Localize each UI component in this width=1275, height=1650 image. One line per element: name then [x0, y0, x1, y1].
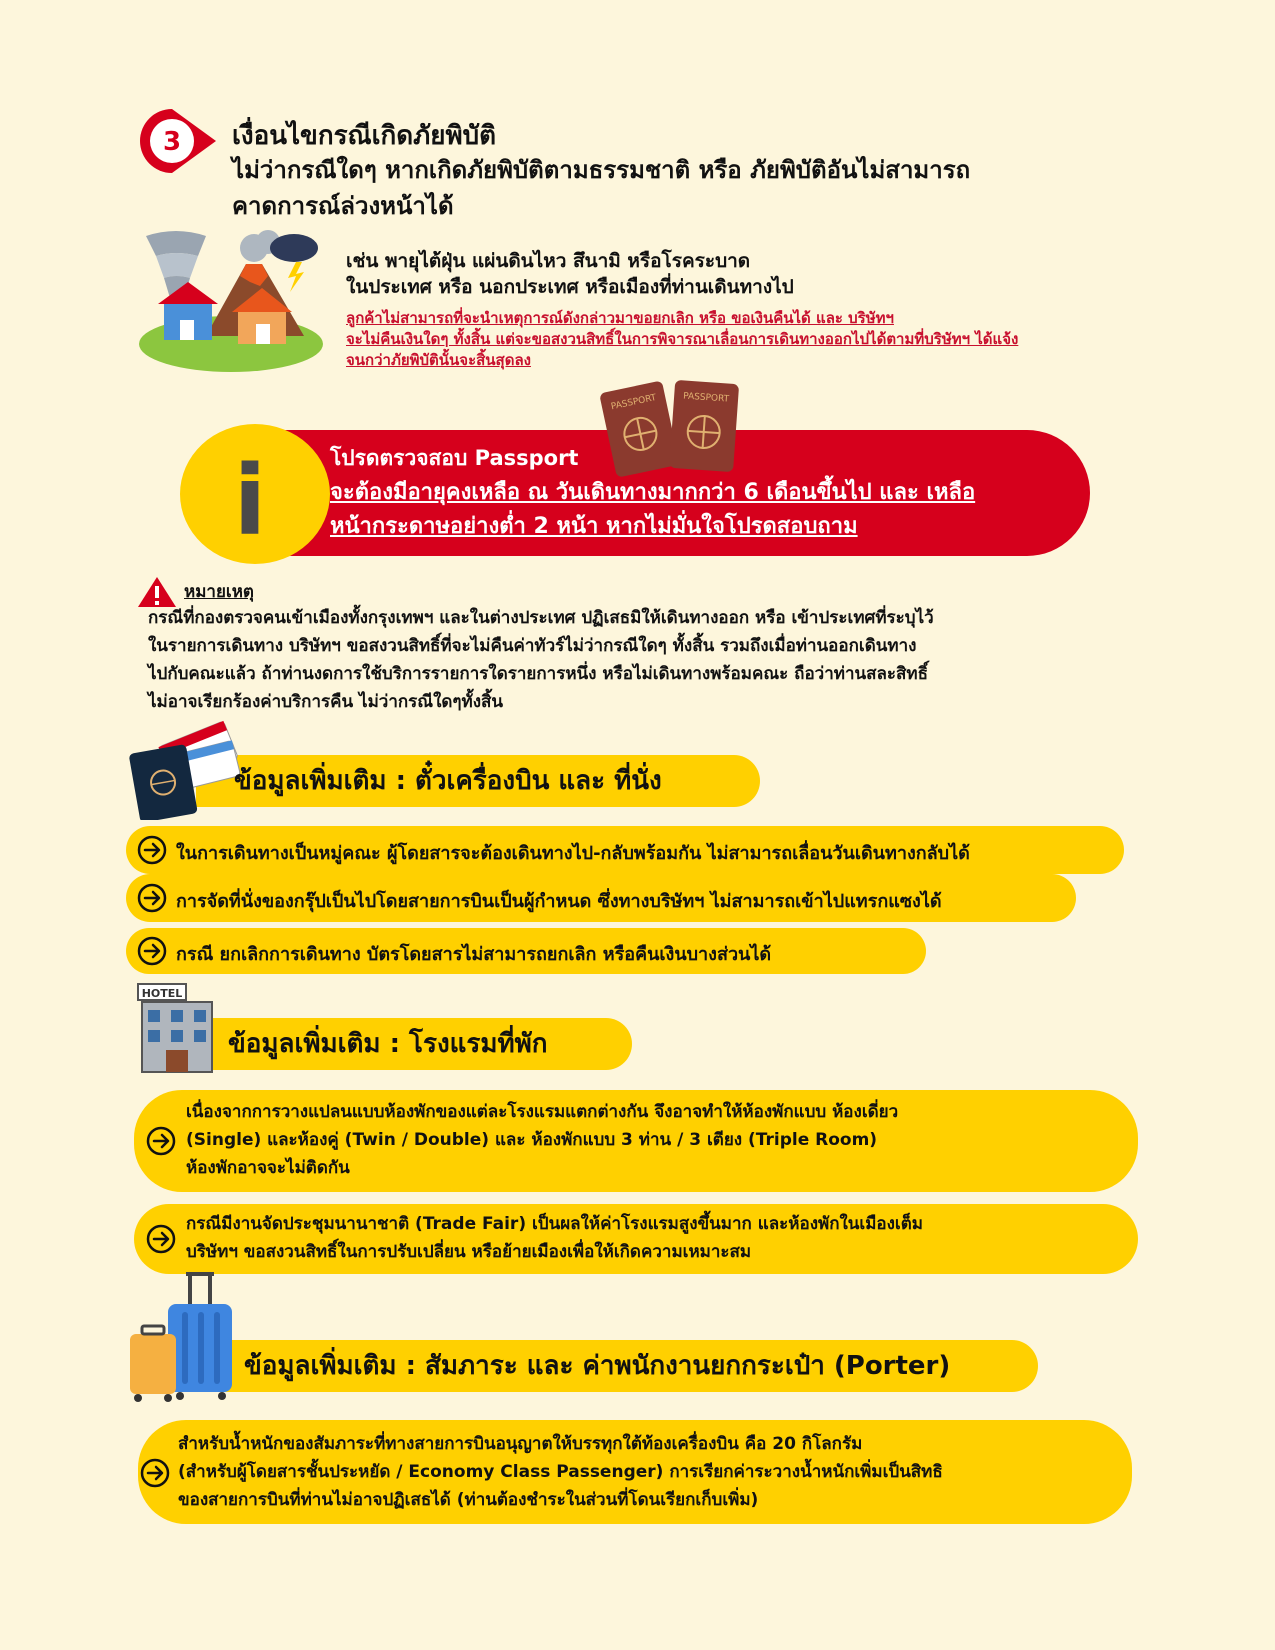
- note-body: [148, 604, 1158, 716]
- subtitle-line: คาดการณ์ล่วงหน้าได้: [232, 192, 454, 220]
- passport-line: จะต้องมีอายุคงเหลือ ณ วันเดินทางมากกว่า 6 เดือนขึ้นไป และ เหลือ: [330, 480, 976, 505]
- warning-line: ลูกค้าไม่สามารถที่จะนำเหตุการณ์ดังกล่าวมาขอยกเลิก หรือ ขอเงินคืนได้ และ บริษัทฯ: [346, 309, 894, 327]
- svg-text:PASSPORT: PASSPORT: [682, 391, 730, 405]
- passport-title: โปรดตรวจสอบ Passport: [330, 446, 579, 470]
- luggage-icon: [128, 1272, 238, 1402]
- luggage-heading: ข้อมูลเพิ่มเติม : สัมภาระ และ ค่าพนักงานยกกระเป๋า (Porter): [244, 1351, 951, 1381]
- arrow-right-icon: [146, 1224, 176, 1254]
- passport-book-icon: [600, 372, 750, 482]
- section-title: เงื่อนไขกรณีเกิดภัยพิบัติ: [232, 121, 497, 151]
- hotel-item-text: [186, 1098, 1126, 1182]
- example-line: ในประเทศ หรือ นอกประเทศ หรือเมืองที่ท่านเดินทางไป: [346, 276, 794, 298]
- hotel-line: เนื่องจากการวางแปลนแบบห้องพักของแต่ละโรงแรมแตกต่างกัน จึงอาจทำให้ห้องพักแบบ ห้องเดี่ยว: [186, 1102, 899, 1122]
- hotel-icon: [136, 982, 218, 1074]
- hotel-item-text: [186, 1210, 1126, 1266]
- warning-line: จะไม่คืนเงินใดๆ ทั้งสิ้น แต่จะขอสงวนสิทธิ์ในการพิจารณาเลื่อนการเดินทางออกไปได้ตามที่บริษัทฯ ได้แจ้ง: [346, 330, 1019, 348]
- hotel-line: ห้องพักอาจจะไม่ติดกัน: [186, 1158, 350, 1178]
- svg-text:HOTEL: HOTEL: [141, 987, 183, 1000]
- info-icon: [180, 424, 330, 564]
- note-line: ไม่อาจเรียกร้องค่าบริการคืน ไม่ว่ากรณีใดๆทั้งสิ้น: [148, 692, 504, 712]
- disaster-illustration-icon: [136, 226, 326, 376]
- arrow-right-icon: [137, 883, 167, 913]
- ticket-passport-icon: [126, 720, 246, 820]
- warning-line: จนกว่าภัยพิบัตินั้นจะสิ้นสุดลง: [346, 351, 531, 369]
- section-number: 3: [162, 127, 182, 157]
- hotel-line: (Single) และห้องคู่ (Twin / Double) และ ห้องพักแบบ 3 ท่าน / 3 เตียง (Triple Room): [186, 1130, 878, 1150]
- luggage-line: ของสายการบินที่ท่านไม่อาจปฏิเสธได้ (ท่านต้องชำระในส่วนที่โดนเรียกเก็บเพิ่ม): [178, 1490, 759, 1510]
- flight-heading: ข้อมูลเพิ่มเติม : ตั๋วเครื่องบิน และ ที่นั่ง: [234, 766, 662, 796]
- note-heading: หมายเหตุ: [184, 582, 254, 602]
- note-line: กรณีที่กองตรวจคนเข้าเมืองทั้งกรุงเทพฯ และในต่างประเทศ ปฏิเสธมิให้เดินทางออก หรือ เข้าประเทศที่ระบุไว้: [148, 608, 934, 628]
- flight-item-text: ในการเดินทางเป็นหมู่คณะ ผู้โดยสารจะต้องเดินทางไป-กลับพร้อมกัน ไม่สามารถเลื่อนวันเดินทางกลับได้: [176, 843, 970, 864]
- luggage-line: สำหรับน้ำหนักของสัมภาระที่ทางสายการบินอนุญาตให้บรรทุกใต้ท้องเครื่องบิน คือ 20 กิโลกรัม: [178, 1434, 863, 1454]
- flight-item-text: การจัดที่นั่งของกรุ๊ปเป็นไปโดยสายการบินเป็นผู้กำหนด ซึ่งทางบริษัทฯ ไม่สามารถเข้าไปแทรกแซงได้: [176, 891, 942, 912]
- passport-requirement: [330, 476, 1090, 544]
- svg-text:i: i: [233, 445, 267, 557]
- example-line: เช่น พายุไต้ฝุ่น แผ่นดินไหว สึนามิ หรือโรคระบาด: [346, 250, 751, 272]
- subtitle-line: ไม่ว่ากรณีใดๆ หากเกิดภัยพิบัติตามธรรมชาติ หรือ ภัยพิบัติอันไม่สามารถ: [232, 156, 971, 184]
- passport-line: หน้ากระดาษอย่างต่ำ 2 หน้า หากไม่มั่นใจโปรดสอบถาม: [330, 514, 858, 539]
- disaster-warning: [346, 308, 1126, 371]
- luggage-line: (สำหรับผู้โดยสารชั้นประหยัด / Economy Class Passenger) การเรียกค่าระวางน้ำหนักเพิ่มเป็นสิทธิ: [178, 1462, 943, 1482]
- hotel-line: บริษัทฯ ขอสงวนสิทธิ์ในการปรับเปลี่ยน หรือย้ายเมืองเพื่อให้เกิดความเหมาะสม: [186, 1242, 752, 1262]
- note-line: ไปกับคณะแล้ว ถ้าท่านงดการใช้บริการรายการใดรายการหนึ่ง หรือไม่เดินทางพร้อมคณะ ถือว่าท่านสละสิทธิ์: [148, 664, 929, 684]
- section-subtitle: [232, 152, 1132, 224]
- hotel-heading: ข้อมูลเพิ่มเติม : โรงแรมที่พัก: [228, 1029, 548, 1059]
- hotel-line: กรณีมีงานจัดประชุมนานาชาติ (Trade Fair) เป็นผลให้ค่าโรงแรมสูงขึ้นมาก และห้องพักในเมืองเต็ม: [186, 1214, 923, 1234]
- disaster-examples: [346, 248, 1196, 300]
- flight-item-text: กรณี ยกเลิกการเดินทาง บัตรโดยสารไม่สามารถยกเลิก หรือคืนเงินบางส่วนได้: [176, 944, 772, 965]
- arrow-right-icon: [137, 936, 167, 966]
- svg-text:PASSPORT: PASSPORT: [610, 392, 658, 413]
- luggage-item-text: [178, 1430, 1118, 1514]
- arrow-right-icon: [140, 1458, 170, 1488]
- arrow-right-icon: [146, 1126, 176, 1156]
- note-line: ในรายการเดินทาง บริษัทฯ ขอสงวนสิทธิ์ที่จะไม่คืนค่าทัวร์ไม่ว่ากรณีใดๆ ทั้งสิ้น รวมถึงเมื่อท่านออกเดินทาง: [148, 636, 917, 656]
- arrow-right-icon: [137, 835, 167, 865]
- section-number-badge: [136, 105, 220, 177]
